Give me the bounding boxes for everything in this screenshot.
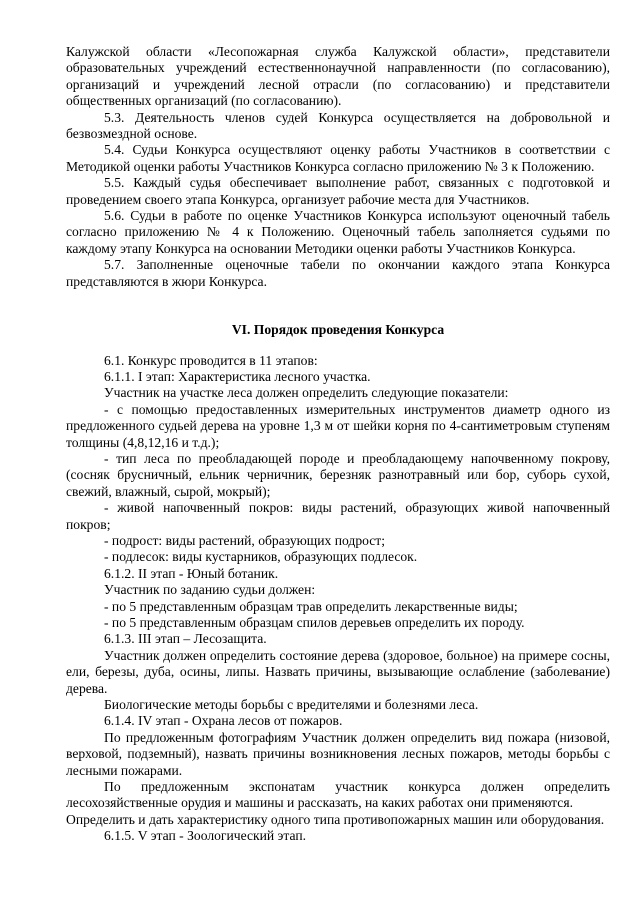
paragraph-stage3-tree-condition: Участник должен определить состояние дерева (здоровое, больное) на примере сосны, ели, березы, дуба, осины, липы. Назвать причины, вызывающие ослабление (заболевание) дерева. [66, 647, 610, 696]
paragraph-stage2-bullet-herbs: - по 5 представленным образцам трав определить лекарственные виды; [104, 598, 518, 614]
paragraph-stage1-intro: Участник на участке леса должен определить следующие показатели: [104, 385, 509, 401]
paragraph-6-1-1: 6.1.1. I этап: Характеристика лесного участка. [104, 368, 371, 384]
paragraph-5-4: 5.4. Судьи Конкурса осуществляют оценку работы Участников в соответствии с Методикой оценки работы Участников Конкурса согласно приложению № 3 к Положению. [66, 142, 610, 174]
paragraph-stage1-bullet-undergrowth: - подрост: виды растений, образующих подрост; [104, 532, 386, 548]
paragraph-5-5: 5.5. Каждый судья обеспечивает выполнение работ, связанных с подготовкой и проведением своего этапа Конкурса, организует рабочие места для Участников. [66, 175, 610, 207]
paragraph-stage3-biological-methods: Биологические методы борьбы с вредителями и болезнями леса. [104, 697, 479, 713]
paragraph-6-1-4: 6.1.4. IV этап - Охрана лесов от пожаров. [104, 713, 343, 729]
paragraph-stage1-bullet-underbrush: - подлесок: виды кустарников, образующих подлесок. [104, 549, 418, 565]
paragraph-stage4-exhibits: По предложенным экспонатам участник конкурса должен определить лесохозяйственные орудия и машины и рассказать, на каких работах они применяются. [66, 779, 610, 811]
paragraph-stage4-photos: По предложенным фотографиям Участник должен определить вид пожара (низовой, верховой, подземный), назвать причины возникновения лесных пожаров, методы борьбы с лесными пожарами. [66, 729, 610, 778]
paragraph-5-7: 5.7. Заполненные оценочные табели по окончании каждого этапа Конкурса представляются в жюри Конкурса. [66, 257, 610, 289]
paragraph-6-1-2: 6.1.2. II этап - Юный ботаник. [104, 565, 279, 581]
paragraph-stage2-bullet-wood: - по 5 представленным образцам спилов деревьев определить их породу. [104, 615, 525, 630]
paragraph-stage1-bullet-forest-type: - тип леса по преобладающей породе и преобладающему напочвенному покрову, (сосняк брусничный, ельник черничник, березняк разнотравный или бор, суборь сухой, свежий, влажный, сырой, мокрый); [66, 450, 610, 499]
paragraph-stage2-intro: Участник по заданию судьи должен: [104, 582, 316, 598]
paragraph-jury-composition: Калужской области «Лесопожарная служба Калужской области», представители образовательных учреждений естественнонаучной направленности (по согласованию), организаций и учреждений лесной отрасли (по согласованию) и представители общественных организаций (по согласованию). [66, 44, 610, 109]
paragraph-6-1-3: 6.1.3. III этап – Лесозащита. [104, 631, 267, 647]
paragraph-stage4-fire-machines: Определить и дать характеристику одного типа противопожарных машин или оборудования. [66, 811, 605, 827]
paragraph-6-1-5: 6.1.5. V этап - Зоологический этап. [104, 828, 307, 844]
paragraph-stage1-bullet-diameter: - с помощью предоставленных измерительных инструментов диаметр одного из предложенного судьей дерева на уровне 1,3 м от шейки корня по 4-сантиметровым ступеням толщины (4,8,12,16 и т.д.); [66, 401, 610, 450]
paragraph-5-6: 5.6. Судьи в работе по оценке Участников Конкурса используют оценочный табель согласно приложению № 4 к Положению. Оценочный табель заполняется судьями по каждому этапу Конкурса на основании Методики оценки работы Участников Конкурса. [66, 208, 610, 256]
paragraph-stage1-bullet-ground-cover: - живой напочвенный покров: виды растений, образующих живой напочвенный покров; [66, 500, 610, 532]
heading-gap [66, 339, 610, 353]
section-gap [66, 290, 610, 322]
paragraph-5-3: 5.3. Деятельность членов судей Конкурса осуществляется на добровольной и безвозмездной основе. [66, 109, 610, 142]
paragraph-6-1: 6.1. Конкурс проводится в 11 этапов: [104, 352, 318, 368]
section-heading: VI. Порядок проведения Конкурса [231, 322, 445, 338]
